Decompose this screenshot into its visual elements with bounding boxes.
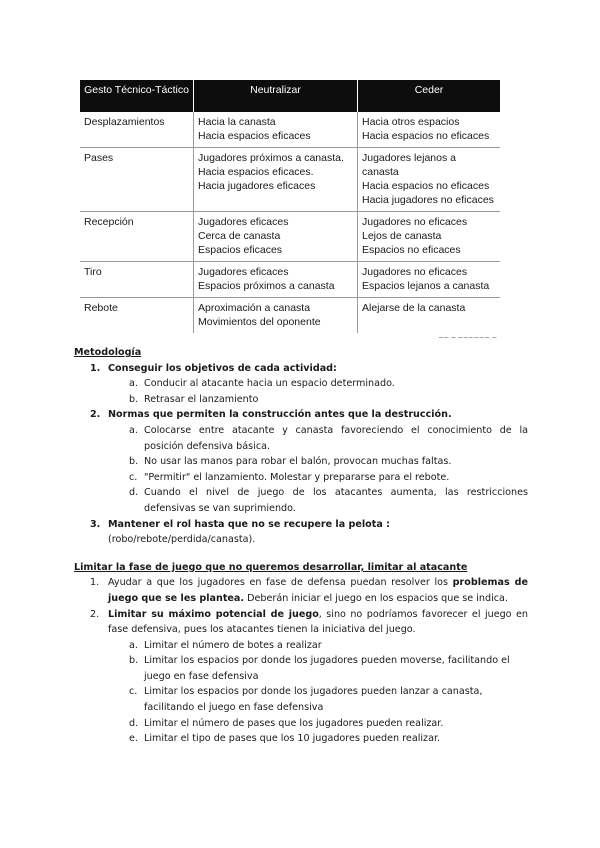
cell-line: Espacios próximos a canasta [198,280,335,292]
sub-item-text: Colocarse entre atacante y canasta favoreciendo el conocimiento de la posición defensiva básica. [144,424,528,452]
table-header-row [80,80,500,112]
item-bold-text: Mantener el rol hasta que no se recupere la pelota : [108,518,391,530]
list-item [74,575,528,606]
cell-line: Espacios lejanos a canasta [362,280,490,292]
cell-gesto: Tiro [80,262,194,298]
cell-ceder [358,262,501,298]
sub-list-letter: c. [129,471,138,483]
sub-list-letter: d. [129,717,139,729]
sub-list-item [74,638,528,654]
cell-neutralizar [194,212,358,262]
cell-line: Hacia la canasta [198,116,276,128]
table-row [80,148,500,212]
sub-list-item [74,684,528,715]
sub-list-item [74,454,528,470]
cell-line: canasta [362,166,399,178]
item-bold-text: problemas de juego que se les plantea. [108,577,529,604]
cell-gesto: Desplazamientos [80,112,194,148]
list-number: 3. [90,518,101,530]
sub-list-item [74,423,528,454]
list-item [74,607,528,638]
document-body [74,345,528,747]
cell-line: Espacios no eficaces [362,244,461,256]
sub-item-text: Conducir al atacante hacia un espacio determinado. [144,378,395,390]
tactics-table [80,80,500,333]
cell-neutralizar [194,298,358,334]
sub-list-item [74,653,528,684]
sub-item-text: Cuando el nivel de juego de los atacantes aumenta, las restricciones defensivas se van suprimiendo. [144,487,528,514]
section-title-metodologia: Metodología [74,347,142,358]
item-bold-text: Limitar su máximo potencial de juego [108,608,319,620]
item-text-tail: Deberán iniciar el juego en los espacios que se indica. [244,592,508,604]
limitar-sublist [74,638,528,747]
list-number: 2. [90,409,101,421]
table-row [80,262,500,298]
metodologia-list [74,361,528,548]
cell-line: Jugadores lejanos a [362,152,456,164]
list-number: 1. [90,362,101,374]
list-item [74,407,528,423]
sub-list-item [74,716,528,732]
header-ceder: Ceder [358,80,501,112]
list-item [74,361,528,377]
section-title-limitar: Limitar la fase de juego que no queremos desarrollar, limitar al atacante [74,561,468,573]
cell-line: Hacia espacios no eficaces [362,180,490,192]
sub-list-item [74,485,528,516]
sub-list-letter: a. [129,424,138,436]
cell-line: Hacia espacios eficaces [198,130,311,142]
cell-line: Cerca de canasta [198,230,281,242]
cell-gesto: Recepción [80,212,194,262]
sub-list-letter: b. [129,456,139,468]
cell-line: Alejarse de la canasta [362,302,466,314]
item-text-tail: (robo/rebote/perdida/canasta). [108,534,256,546]
sub-item-text: Limitar el número de botes a realizar [144,639,322,651]
sub-list-item [74,376,528,392]
sub-item-text: Limitar el tipo de pases que los 10 jugadores pueden realizar. [144,733,441,745]
item-bold-text: Conseguir los objetivos de cada actividad: [108,362,337,374]
sub-item-text: Retrasar el lanzamiento [144,393,259,405]
table-row [80,212,500,262]
table-row [80,112,500,148]
cell-line: Jugadores no eficaces [362,216,468,228]
list-number: 2. [90,608,100,620]
sub-item-text: Limitar el número de pases que los jugadores pueden realizar. [144,717,444,729]
sub-list-letter: c. [129,686,138,698]
header-neutralizar: Neutralizar [194,80,358,112]
tactics-table-wrapper [80,80,500,333]
cell-line: Jugadores eficaces [198,266,289,278]
sub-list-letter: d. [129,487,139,499]
cell-neutralizar [194,112,358,148]
sub-item-text: Limitar los espacios por donde los jugadores pueden moverse, facilitando el juego en fase defensiva [144,655,510,682]
sub-list-letter: b. [129,393,139,405]
list-item [74,517,528,548]
cell-gesto: Rebote [84,302,118,314]
sub-list-item [74,731,528,747]
cell-line: Jugadores eficaces [198,216,289,228]
cell-line: Espacios eficaces [198,244,283,256]
sub-list-item [74,470,528,486]
sub-list-letter: a. [129,378,138,390]
cell-line: Jugadores no eficaces [362,266,468,278]
sub-item-text: "Permitir" el lanzamiento. Molestar y prepararse para el rebote. [144,471,450,483]
sub-item-text: No usar las manos para robar el balón, provocan muchas faltas. [144,456,452,468]
cell-gesto: Pases [80,148,194,212]
cell-line: Hacia otros espacios [362,116,460,128]
cell-neutralizar [194,148,358,212]
cell-neutralizar [194,262,358,298]
cell-line: Hacia jugadores eficaces [198,180,316,192]
cell-line: Hacia espacios no eficaces [362,130,490,142]
item-text-tail: , sino no podríamos favorecer el juego en fase defensiva, pues los atacantes tienen la iniciativa del juego. [108,608,528,636]
item-text: Ayudar a que los jugadores en fase de defensa puedan resolver los [108,577,453,589]
item-bold-text: Normas que permiten la construcción antes que la destrucción. [108,409,452,421]
sub-list-letter: b. [129,655,139,667]
sub-item-text: Limitar los espacios por donde los jugadores pueden lanzar a canasta, facilitando el juego en fase defensiva [144,686,483,714]
cell-line: Lejos de canasta [362,230,442,242]
cell-line: Jugadores próximos a canasta. [198,152,344,164]
sub-list-item [74,392,528,408]
table-row [80,298,500,334]
list-number: 1. [90,577,100,589]
decorative-squiggle: ~~ ~ ~~~~~~ ~ [438,334,497,342]
cell-line: Hacia jugadores no eficaces [362,194,494,206]
sub-list-letter: e. [129,733,138,745]
sub-list-letter: a. [129,639,138,651]
header-gesto: Gesto Técnico-Táctico [80,80,194,112]
cell-line: Aproximación a canasta [198,302,311,314]
cell-ceder [358,148,501,212]
cell-line: Movimientos del oponente [198,316,321,328]
cell-ceder [358,112,501,148]
cell-line: Hacia espacios eficaces. [198,166,314,178]
cell-ceder [358,298,501,334]
cell-ceder [358,212,501,262]
